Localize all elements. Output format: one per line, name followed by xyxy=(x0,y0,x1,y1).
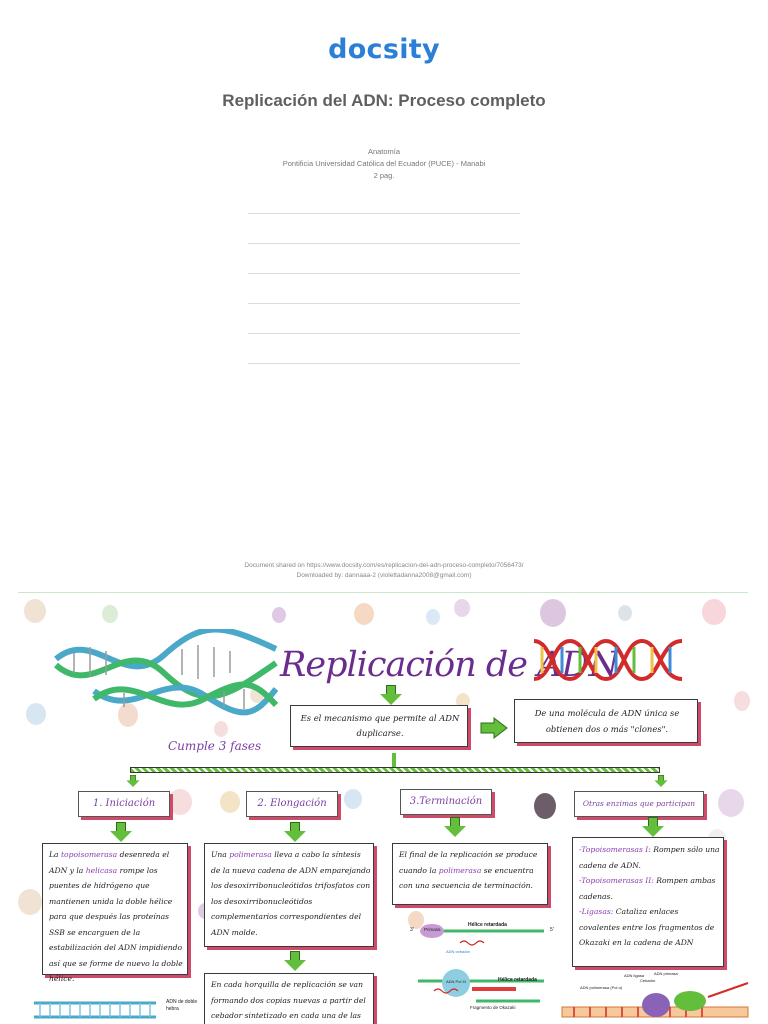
definition-box xyxy=(290,705,468,747)
arrow-down-icon xyxy=(654,775,667,787)
iniciacion-text: La topoisomerasa desenreda el ADN y la helicasa rompe los puentes de hidrógeno que mantienen unida la doble hélice para que después las proteínas SSB se encarguen de la estabilización del ADN impidiendo así que se forme de nuevo la doble hélice. xyxy=(49,850,183,983)
decor-dot xyxy=(426,609,440,625)
decor-dot xyxy=(618,605,632,621)
adn-primasa-label: ADN primasa xyxy=(654,971,678,976)
arrow-down-icon xyxy=(126,775,139,787)
document-preview xyxy=(18,593,750,1024)
connector-bar xyxy=(130,767,660,773)
decor-dot xyxy=(344,789,362,809)
decor-dot xyxy=(26,703,46,725)
adn-polimerasa-label: ADN polimerasa (Pol α) xyxy=(580,985,623,990)
elongacion-text: Una polimerasa lleva a cabo la síntesis de la nueva cadena de ADN emparejando los desoxirribonucleótidos trifosfatos con los desoxirribonucleótidos complementarios correspondientes del ADN molde. xyxy=(211,850,371,937)
enzimas-box xyxy=(572,837,724,967)
decor-dot xyxy=(702,599,726,625)
divider xyxy=(248,243,520,244)
horquilla-text: En cada horquilla de replicación se van formando dos copias nuevas a partir del cebador sintetizado en cada una de las xyxy=(211,980,366,1020)
divider xyxy=(248,273,520,274)
decor-dot xyxy=(718,789,744,817)
helice-label: Hélice retardada xyxy=(498,977,537,983)
decor-dot xyxy=(454,599,470,617)
decor-dot xyxy=(534,793,556,819)
result-box xyxy=(514,699,698,743)
decor-dot xyxy=(272,607,286,623)
prime-label: 3' xyxy=(410,927,414,933)
double-strand-diagram xyxy=(30,995,210,1024)
helice-label: Hélice retardada xyxy=(468,922,507,928)
arrow-right-icon xyxy=(480,717,508,739)
adn-doble-label: ADN de doble hebra xyxy=(166,999,198,1012)
polymerase-diagram xyxy=(560,971,750,1024)
decor-dot xyxy=(540,599,566,627)
dna-color-helix-illustration xyxy=(534,635,684,685)
decor-dot xyxy=(168,789,192,815)
horquilla-box xyxy=(204,973,374,1024)
adn-ligasa-label: ADN ligasa xyxy=(624,973,645,978)
decor-dot xyxy=(214,721,228,737)
replication-fork-diagram xyxy=(410,919,560,1024)
arrow-down-icon xyxy=(284,822,306,842)
decor-dot xyxy=(102,605,118,623)
prime-label: 5' xyxy=(550,927,554,933)
divider xyxy=(248,333,520,334)
divider xyxy=(248,303,520,304)
university-label[interactable]: Pontificia Universidad Católica del Ecuador (PUCE) - Manabi xyxy=(282,159,486,168)
decor-dot xyxy=(220,791,240,813)
okazaki-label: Fragmento de Okazaki xyxy=(470,1005,516,1010)
downloaded-note: Downloaded by: dannaaa-2 (violettadanna2008@gmail.com) xyxy=(296,572,472,579)
page-count: 2 pag. xyxy=(373,171,395,180)
primasa-label: Primasa xyxy=(424,927,441,932)
arrow-down-icon xyxy=(380,685,402,705)
divider xyxy=(248,213,520,214)
result-text: De una molécula de ADN única se obtienen dos o más "clones". xyxy=(534,708,680,734)
phase-terminacion: 3.Terminación xyxy=(400,789,492,815)
decor-dot xyxy=(354,603,374,625)
preview-title: Replicación de ADN xyxy=(280,645,619,685)
phase-iniciacion: 1. Iniciación xyxy=(78,791,170,817)
terminacion-box xyxy=(392,843,548,905)
dna-helix-illustration xyxy=(54,629,278,717)
adn-cebador-label: ADN cebador xyxy=(446,949,471,954)
docsity-logo[interactable]: docsity xyxy=(328,34,440,65)
cebador-label: Cebador xyxy=(640,978,656,983)
phase-elongacion: 2. Elongación xyxy=(246,791,338,817)
phase-otras-enzimas: Otras enzimas que participan xyxy=(574,791,704,817)
phases-label: Cumple 3 fases xyxy=(168,739,262,753)
terminacion-text: El final de la replicación se produce cuando la polimerasa se encuentra con una secuencia de terminación. xyxy=(399,850,538,890)
arrow-down-icon xyxy=(444,817,466,837)
shared-note: Document shared on https://www.docsity.com/es/replicacion-del-adn-proceso-completo/7056473/ xyxy=(244,562,524,569)
ladder-graphic xyxy=(30,995,160,1024)
adn-pol-label: ADN Pol III xyxy=(446,979,466,984)
iniciacion-box xyxy=(42,843,188,983)
definition-text: Es el mecanismo que permite al ADN duplicarse. xyxy=(300,713,460,738)
decor-dot xyxy=(734,691,750,711)
arrow-down-icon xyxy=(284,951,306,971)
arrow-down-icon xyxy=(642,817,664,837)
arrow-down-icon xyxy=(110,822,132,842)
document-title: Replicación del ADN: Proceso completo xyxy=(222,91,546,110)
decor-dot xyxy=(18,889,42,915)
elongacion-box xyxy=(204,843,374,947)
enzimas-text: -Topoisomerasas I: Rompen sólo una cadena de ADN. -Topoisomerasas II: Rompen ambas cadenas. -Ligasas: Cataliza enlaces covalentes entre los fragmentos de Okazaki en la cadena de ADN xyxy=(579,845,720,947)
subject-label[interactable]: Anatomía xyxy=(367,147,401,156)
divider xyxy=(248,363,520,364)
decor-dot xyxy=(24,599,46,623)
